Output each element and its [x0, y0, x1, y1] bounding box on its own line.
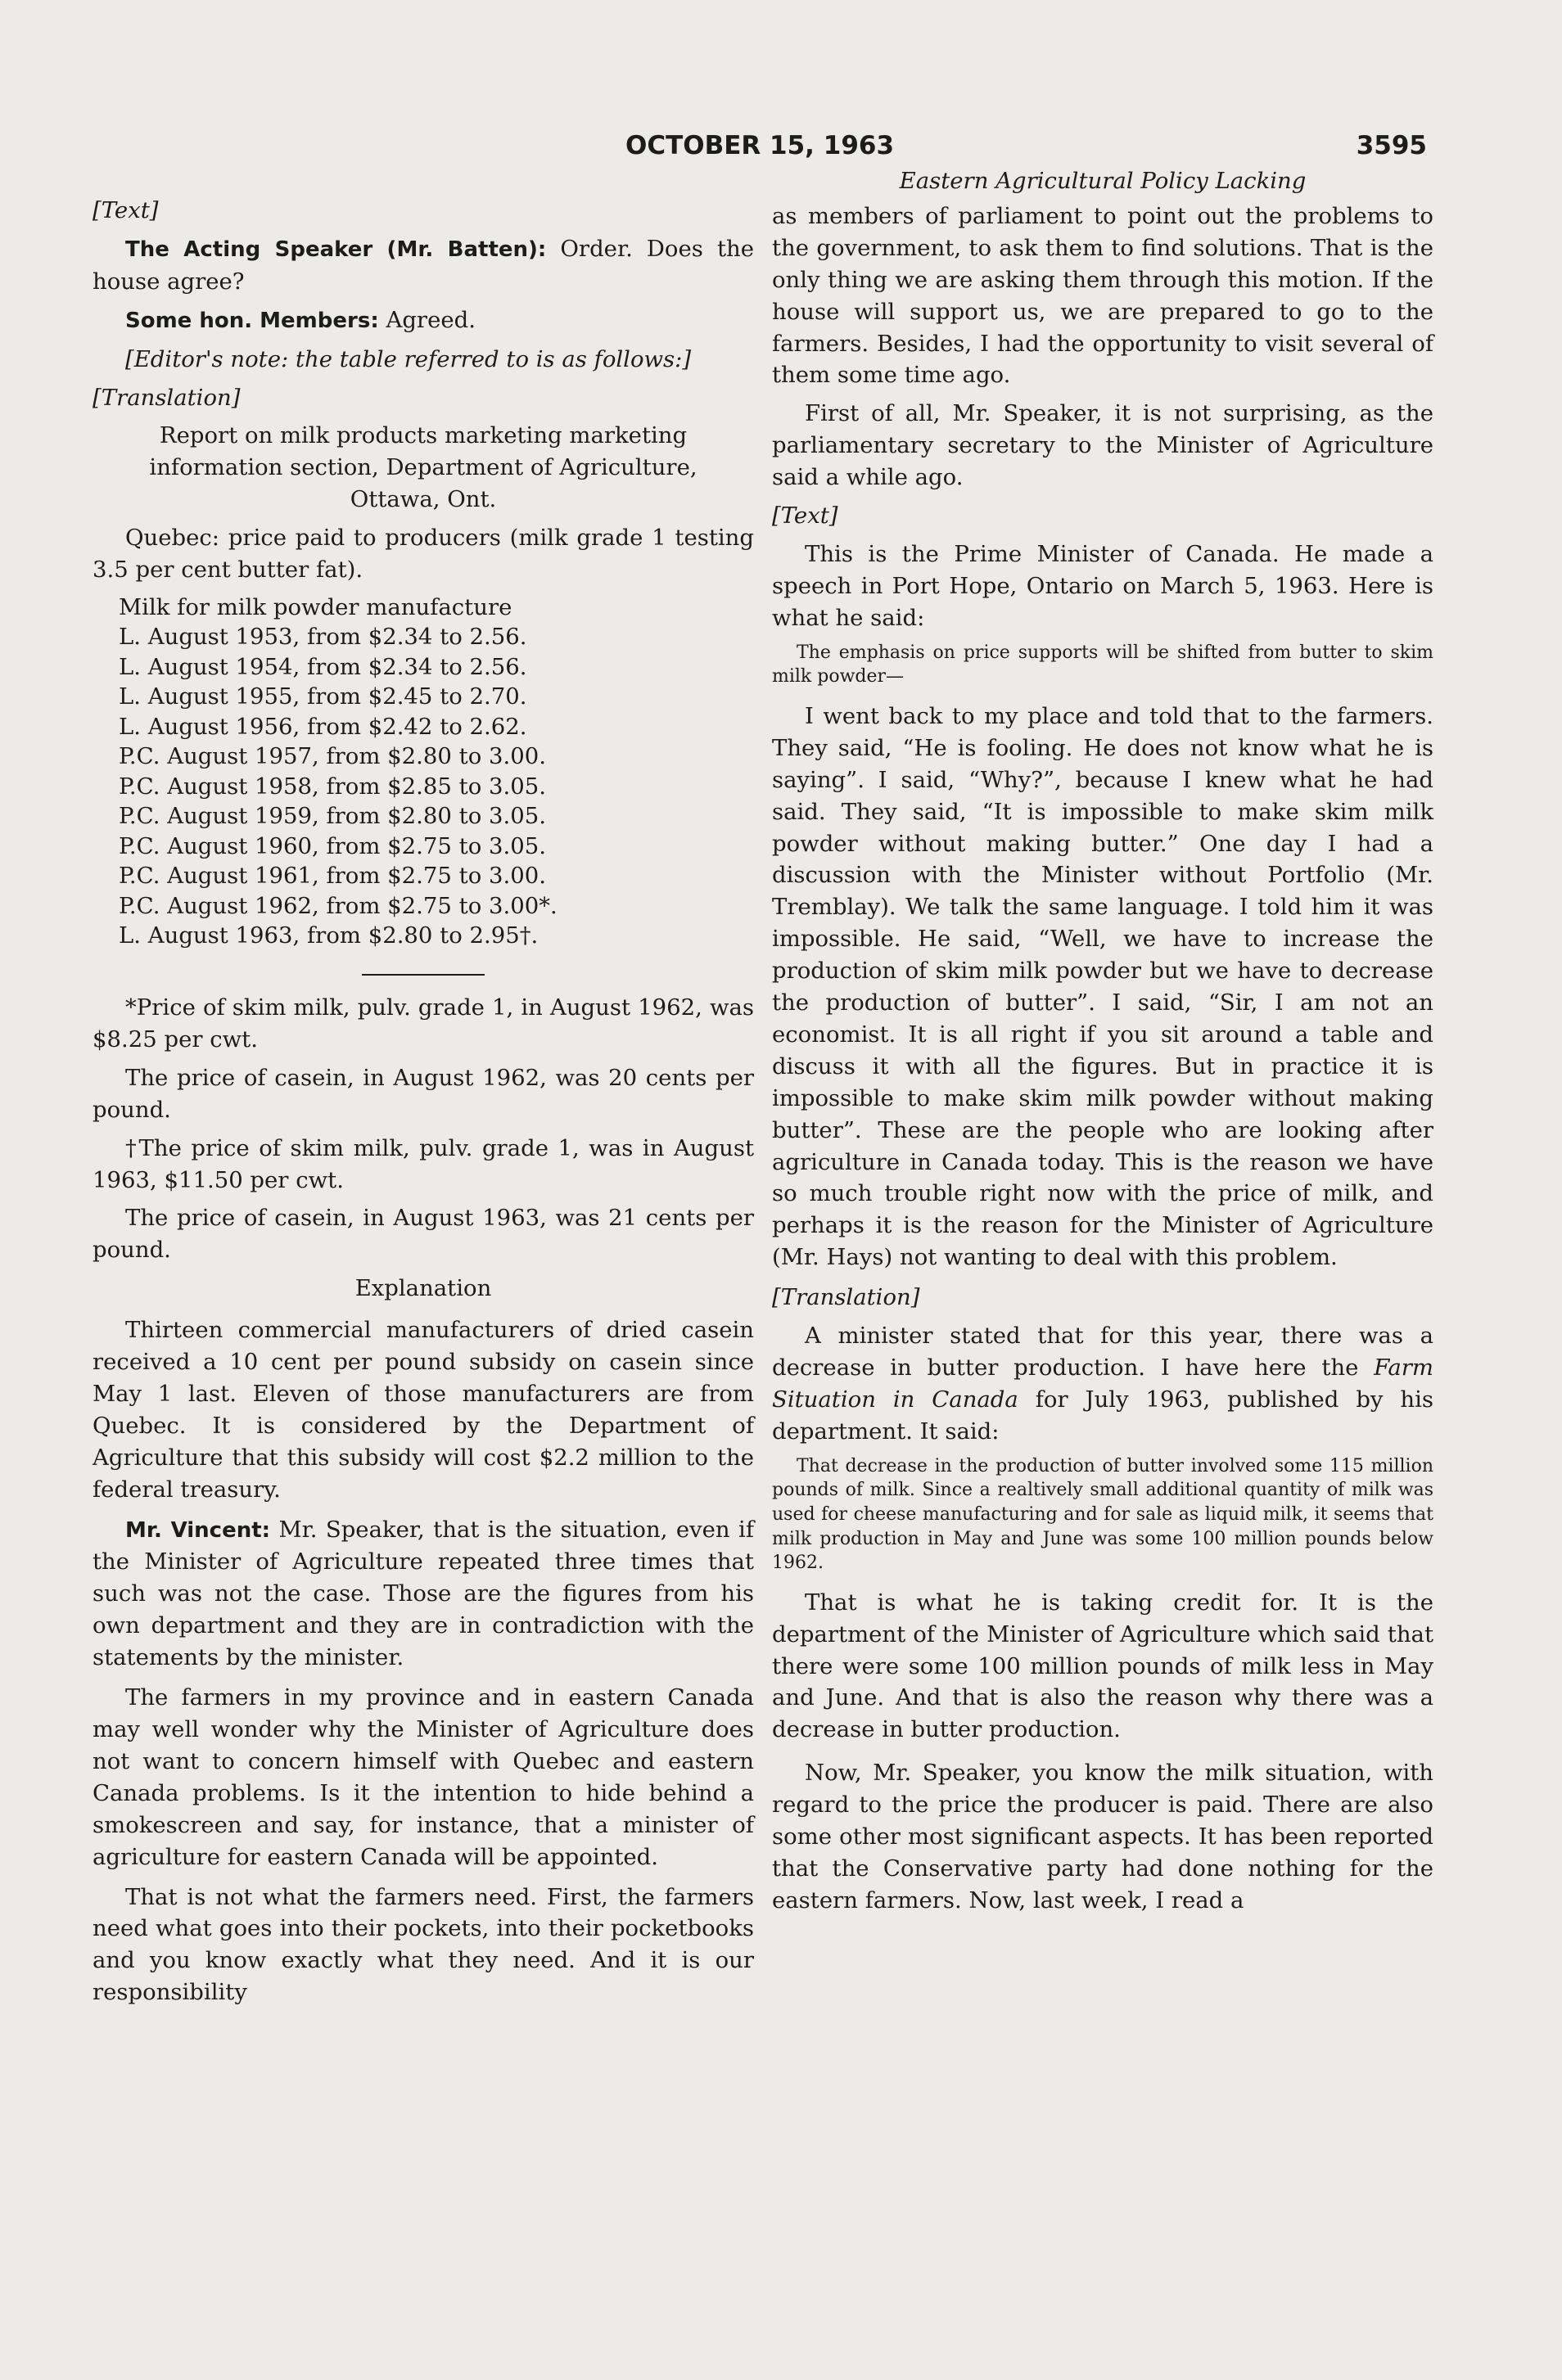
footnote: The price of casein, in August 1963, was 21 cents per pound.: [93, 1205, 754, 1264]
body-paragraph: as members of parliament to point out the problems to the government, to ask them to find solutions. That is the only thing we are asking them through this motion. If the house will support us, we are prepared to go to the farmers. Besides, I had the opportunity to visit several of them some time ago.: [772, 202, 1433, 389]
quebec-line: Quebec: price paid to producers (milk grade 1 testing 3.5 per cent butter fat).: [93, 525, 754, 584]
text-tag: [Text]: [772, 503, 838, 530]
footnote: †The price of skim milk, pulv. grade 1, was in August 1963, $11.50 per cwt.: [93, 1134, 754, 1193]
publication-title: Farm Situation in Canada: [772, 1355, 1433, 1413]
block-quote: The emphasis on price supports will be shifted from butter to skim milk powder—: [772, 642, 1433, 687]
speech-text: Mr. Speaker, that is the situation, even if the Minister of Agriculture repeated three times that such was not the case. Those are the figures from his own department and they are in contradiction with the statements by the minister.: [93, 1516, 754, 1671]
footnote: *Price of skim milk, pulv. grade 1, in August 1962, was $8.25 per cwt.: [93, 994, 754, 1053]
table-row: P.C. August 1959, from $2.80 to 3.05.: [119, 803, 546, 830]
block-quote: That decrease in the production of butter involved some 115 million pounds of milk. Since a realtively small additional quantity of milk was used for cheese manufacturing and for sale as liquid milk, it seems that milk production in May and June was some 100 million pounds below 1962.: [772, 1455, 1433, 1574]
table-heading: Milk for milk powder manufacture: [119, 593, 512, 620]
right-column: [772, 165, 1433, 1923]
price-table: [119, 593, 754, 951]
page-header: [93, 131, 1427, 169]
page-date: OCTOBER 15, 1963: [625, 131, 895, 160]
table-row: P.C. August 1962, from $2.75 to 3.00*.: [119, 892, 558, 919]
table-row: P.C. August 1958, from $2.85 to 3.05.: [119, 773, 546, 800]
table-row: L. August 1955, from $2.45 to 2.70.: [119, 683, 527, 710]
explanation-paragraph: Thirteen commercial manufacturers of dried casein received a 10 cent per pound subsidy on casein since May 1 last. Eleven of those manufacturers are from Quebec. It is considered by the Department of Agriculture that this subsidy will cost $2.2 million to the federal treasury.: [93, 1317, 754, 1503]
table-row: L. August 1954, from $2.34 to 2.56.: [119, 653, 527, 680]
body-text: for July 1963, published by his department. It said:: [772, 1386, 1434, 1445]
body-paragraph: This is the Prime Minister of Canada. He made a speech in Port Hope, Ontario on March 5, 1963. Here is what he said:: [772, 540, 1433, 631]
translation-tag: [Translation]: [93, 384, 241, 411]
body-paragraph: [772, 1320, 1433, 1448]
table-row: L. August 1963, from $2.80 to 2.95†.: [119, 922, 539, 949]
speaker-paragraph: [93, 1514, 754, 1675]
text-tag: [Text]: [93, 197, 159, 223]
speaker-paragraph: [93, 304, 754, 337]
table-row: L. August 1956, from $2.42 to 2.62.: [119, 713, 527, 740]
table-row: L. August 1953, from $2.34 to 2.56.: [119, 624, 527, 651]
editor-note: [Editor's note: the table referred to is as follows:]: [125, 345, 692, 372]
speaker-name: The Acting Speaker (Mr. Batten):: [125, 237, 547, 262]
table-row: P.C. August 1961, from $2.75 to 3.00.: [119, 863, 546, 890]
body-paragraph: First of all, Mr. Speaker, it is not surprising, as the parliamentary secretary to the Minister of Agriculture said a while ago.: [772, 400, 1433, 491]
translation-tag: [Translation]: [772, 1284, 920, 1311]
speaker-name: Mr. Vincent:: [125, 1517, 271, 1543]
table-row: P.C. August 1957, from $2.80 to 3.00.: [119, 743, 546, 770]
footnote: The price of casein, in August 1962, was 20 cents per pound.: [93, 1064, 754, 1123]
body-paragraph: Now, Mr. Speaker, you know the milk situation, with regard to the price the producer is paid. There are also some other most significant aspects. It has been reported that the Conservative party had done nothing for the eastern farmers. Now, last week, I read a: [772, 1760, 1433, 1913]
page-number: 3595: [1356, 131, 1427, 160]
body-paragraph: That is not what the farmers need. First, the farmers need what goes into their pockets, into their pocketbooks and you know exactly what they need. And it is our responsibility: [93, 1883, 754, 2006]
speaker-paragraph: [93, 233, 754, 298]
speech-text: Agreed.: [378, 306, 476, 333]
body-paragraph: I went back to my place and told that to the farmers. They said, “He is fooling. He does not know what he is saying”. I said, “Why?”, because I knew what he had said. They said, “It is impossible to make skim milk powder without making butter.” One day I had a discussion with the Minister without Portfolio (Mr. Tremblay). We talk the same language. I told him it was impossible. He said, “Well, we have to increase the production of skim milk powder but we have to decrease the production of butter”. I said, “Sir, I am not an economist. It is all right if you sit around a table and discuss it with all the figures. But in practice it is impossible to make skim milk powder without making butter”. These are the people who are looking after agriculture in Canada today. This is the reason we have so much trouble right now with the price of milk, and perhaps it is the reason for the Minister of Agriculture (Mr. Hays) not wanting to deal with this problem.: [772, 702, 1433, 1271]
running-head: Eastern Agricultural Policy Lacking: [899, 168, 1307, 194]
body-paragraph: That is what he is taking credit for. It is the department of the Minister of Agriculture which said that there were some 100 million pounds of milk less in May and June. And that is also the reason why there was a decrease in butter production.: [772, 1589, 1433, 1743]
body-text: A minister stated that for this year, there was a decrease in butter production. I have here the: [772, 1323, 1433, 1381]
table-row: P.C. August 1960, from $2.75 to 3.05.: [119, 832, 546, 859]
body-paragraph: The farmers in my province and in eastern Canada may well wonder why the Minister of Agriculture does not want to concern himself with Quebec and eastern Canada problems. Is it the intention to hide behind a smokescreen and say, for instance, that a minister of agriculture for eastern Canada will be appointed.: [93, 1684, 754, 1870]
report-title: Report on milk products marketing marketing information section, Department of Agriculture, Ottawa, Ont.: [149, 422, 697, 513]
speaker-name: Some hon. Members:: [125, 308, 379, 333]
explanation-heading: Explanation: [354, 1275, 492, 1302]
speech-text: Order. Does the house agree?: [93, 235, 754, 295]
divider: [362, 974, 485, 976]
left-column: [93, 195, 754, 2015]
